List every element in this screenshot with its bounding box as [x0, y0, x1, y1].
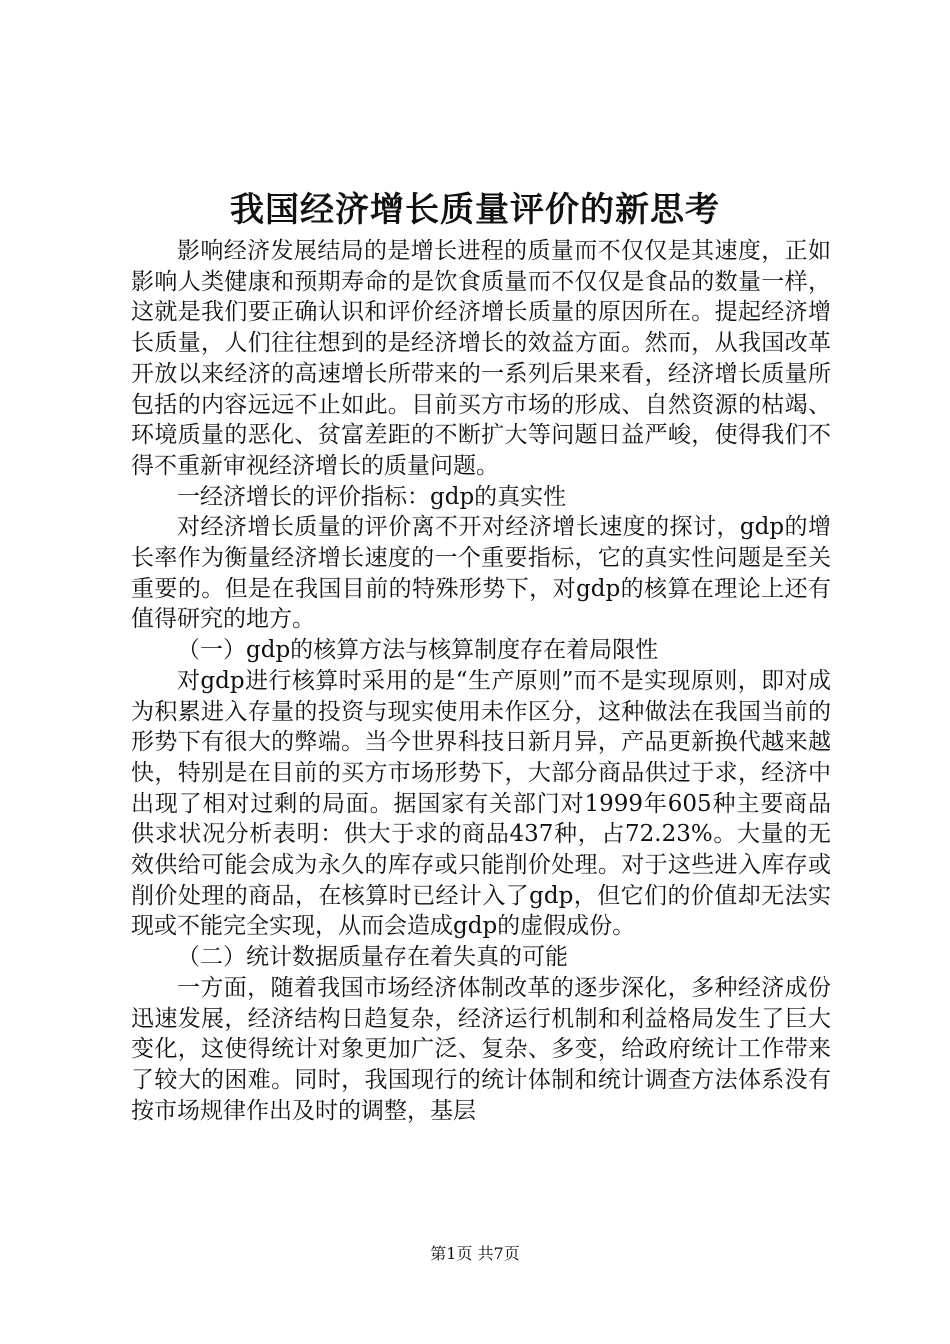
- subsection-heading-2: （二）统计数据质量存在着失真的可能: [177, 944, 568, 971]
- subsection-heading-1: （一）gdp的核算方法与核算制度存在着局限性: [177, 637, 659, 664]
- section-heading-1: 一经济增长的评价指标：gdp的真实性: [177, 483, 567, 510]
- paragraph-gdp-intro: 对经济增长质量的评价离不开对经济增长速度的探讨，gdp的增长率作为衡量经济增长速度的一个重要指标，它的真实性问题是至关重要的。但是在我国目前的特殊形势下，对gdp的核算在理论上还有值得研究的地方。: [131, 514, 831, 633]
- page-footer: 第1页 共7页: [430, 1244, 520, 1263]
- document-body: [131, 236, 831, 1126]
- paragraph-statistics: 一方面，随着我国市场经济体制改革的逐步深化，多种经济成份迅速发展，经济结构日趋复杂，经济运行机制和利益格局发生了巨大变化，这使得统计对象更加广泛、复杂、多变，给政府统计工作带来了较大的困难。同时，我国现行的统计体制和统计调查方法体系没有按市场规律作出及时的调整，基层: [131, 974, 831, 1124]
- paragraph-intro: 影响经济发展结局的是增长进程的质量而不仅仅是其速度，正如影响人类健康和预期寿命的是饮食质量而不仅仅是食品的数量一样，这就是我们要正确认识和评价经济增长质量的原因所在。提起经济增长质量，人们往往想到的是经济增长的效益方面。然而，从我国改革开放以来经济的高速增长所带来的一系列后果来看，经济增长质量所包括的内容远远不止如此。目前买方市场的形成、自然资源的枯竭、环境质量的恶化、贫富差距的不断扩大等问题日益严峻，使得我们不得不重新审视经济增长的质量问题。: [131, 238, 831, 479]
- paragraph-gdp-accounting: 对gdp进行核算时采用的是“生产原则”而不是实现原则，即对成为积累进入存量的投资与现实使用未作区分，这种做法在我国当前的形势下有很大的弊端。当今世界科技日新月异，产品更新换代越来越快，特别是在目前的买方市场形势下，大部分商品供过于求，经济中出现了相对过剩的局面。据国家有关部门对1999年605种主要商品供求状况分析表明：供大于求的商品437种，占72.23%。大量的无效供给可能会成为永久的库存或只能削价处理。对于这些进入库存或削价处理的商品，在核算时已经计入了gdp，但它们的价值却无法实现或不能完全实现，从而会造成gdp的虚假成份。: [131, 667, 831, 940]
- document-title: 我国经济增长质量评价的新思考: [230, 190, 720, 230]
